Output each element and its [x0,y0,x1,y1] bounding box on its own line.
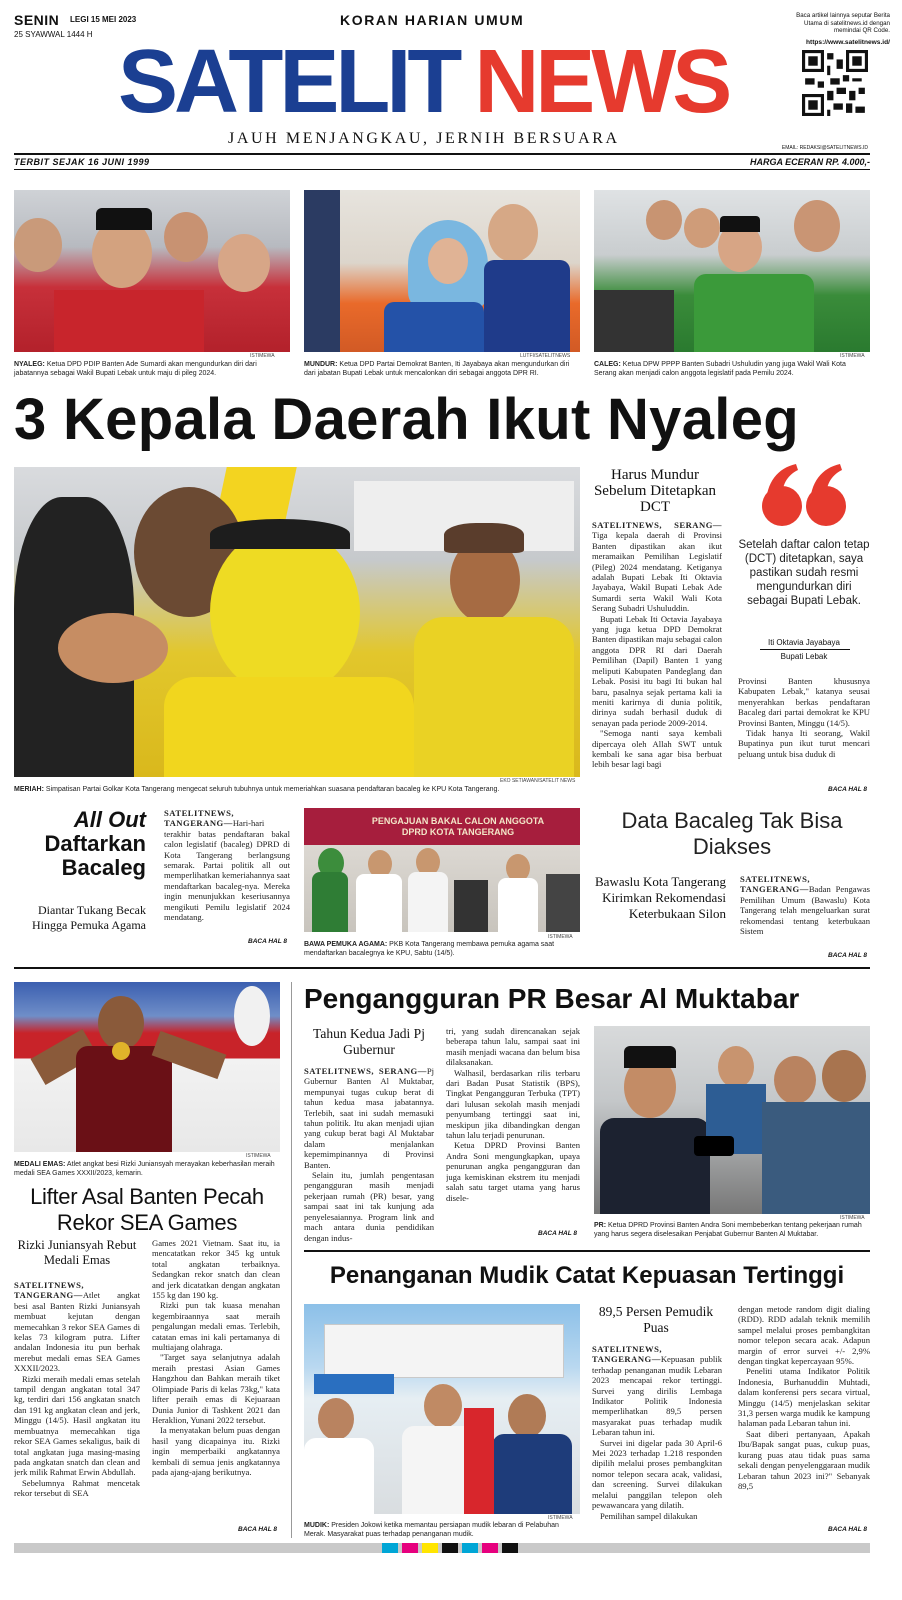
caption-text: Simpatisan Partai Golkar Kota Tangerang mengecat seluruh tubuhnya untuk memeriahkan suasana pendaftaran bacaleg ke KPU Kota Tangerang. [45,786,500,793]
pengangguran-body-col2: tri, yang sudah direncanakan sejak beberapa tahun lalu, sampai saat ini masih menjadi wacana dan belum bisa dilaksanakan. Walhasil, berdasarkan rilis terbaru dari Badan Pusat Statistik (BPS), Tingkat Pengangguran Terbuka (TPT) dari lulusan sekolah masih menjadi penyumbang tertinggi saat ini, meskipun jika dibandingkan dengan tahun lalu terjadi penurunan. Ketua DPRD Provinsi Banten Andra Soni mengungkapkan, upaya penurunan angka pengangguran dan juga kemiskinan ekstrem itu menjadi salah satu target utama yang harus disele- [446,1026,580,1203]
koran-label: KORAN HARIAN UMUM [340,12,525,28]
caption-label: NYALEG: [14,361,45,368]
photo-caption [14,785,580,794]
photo-lifter-medali [14,982,280,1152]
photo-credit: ISTIMEWA [548,934,573,940]
contact-email: EMAIL: REDAKSI@SATELITNEWS.ID [781,145,868,151]
caption-text: Presiden Jokowi ketika memantau persiapan mudik lebaran di Pelabuhan Merak. Masyarakat puas terhadap penanganan mudik. [304,1522,559,1538]
bacaleg-subhead: Bawaslu Kota Tangerang Kirimkan Rekomendasi Keterbukaan Silon [595,874,726,921]
qr-url[interactable]: https://www.satelitnews.id/ [805,39,890,46]
pengangguran-body-col1: SATELITNEWS, SERANG—Pj Gubernur Banten Al Muktabar, mempunyai tugas cukup berat di tahun kedua masa jabatannya. Terlebih, saat ini sudah memasuki tahun politik. Itu akan menjadi ujian yang cukup berat bagi Al Muktabar dalam menjalankan kepemimpinannya di Provinsi Banten. Selain itu, jumlah pengentasan pengangguran masih menjadi pekerjaan rumah (PR) besar, yang sampai saat ini tak kunjung ada penyelesaiannya. Program link and mach antara dunia pendidikan dengan indus- [304,1066,434,1243]
lifter-subhead: Rizki Juniansyah Rebut Medali Emas [17,1238,137,1267]
photo-caption [594,1221,870,1239]
quote-source-title: Bupati Lebak [780,652,828,661]
caption-label: MEDALI EMAS: [14,1161,66,1168]
quote-source-name: Iti Oktavia Jayabaya [767,638,841,647]
main-subhead: Harus Mundur Sebelum Ditetapkan DCT [593,467,717,515]
caption-text: Ketua DPD Partai Demokrat Banten, Iti Jayabaya akan mengundurkan diri dari jabatan Bupati Lebak untuk mencalonkan diri sebagai anggota DPR RI. [304,361,570,377]
caption-label: MUNDUR: [304,361,338,368]
continued-on-page[interactable]: BACA HAL 8 [828,786,868,793]
photo-caption [304,940,580,958]
allout-title-2: Daftarkan [44,831,146,856]
column-divider [291,982,292,1538]
main-headline[interactable]: 3 Kepala Daerah Ikut Nyaleg [14,387,799,452]
print-swatch-cyan [382,1543,398,1553]
logo-news: NEWS [474,32,729,132]
mudik-body-col2: dengan metode random digit dialing (RDD). RDD adalah teknik memilih sampel melalui proses pembangkitan nomor telepon secara acak. Adapun margin of error survei +/- 2,9% dengan tingkat kepercayaan 95%. Peneliti utama Indikator Politik Indonesia, Burhanuddin Muhtadi, dalam konferensi pers secara virtual, Minggu (14/5) menjelaskan sekitar 31,3 persen warga mudik ke kampung halaman pada Lebaran tahun ini. Saat diberi pertanyaan, Apakah Ibu/Bapak sangat puas, cukup puas, kurang puas atau tidak puas sama sekali dengan penyelenggaraan mudik Lebaran tahun 2023 ini?" Sebanyak 89,5 [738,1304,870,1491]
caption-label: MERIAH: [14,786,44,793]
photo-credit: ISTIMEWA [840,353,865,359]
print-swatch-magenta [402,1543,418,1553]
photo-banner-text: PENGAJUAN BAKAL CALON ANGGOTA DPRD KOTA TANGERANG [371,816,545,837]
dateline: SATELITNEWS, TANGERANG— [164,808,235,829]
allout-title-1: All Out [73,807,146,832]
pull-quote: Setelah daftar calon tetap (DCT) ditetapkan, saya pastikan sudah resmi mengundurkan diri sebagai Bupati Lebak. [738,539,870,607]
print-swatch-yellow [422,1543,438,1553]
photo-demokrat-mundur [304,190,580,352]
photo-credit: ISTIMEWA [840,1215,865,1221]
logo-satelit: SATELIT [118,32,459,132]
caption-label: MUDIK: [304,1522,330,1529]
mudik-headline[interactable]: Penanganan Mudik Catat Kepuasan Tertinggi [329,1262,845,1289]
photo-pkb-pendaftaran [304,808,580,932]
pengangguran-headline[interactable]: Pengangguran PR Besar Al Muktabar [304,983,800,1014]
photo-caption [14,1160,280,1178]
mudik-subhead: 89,5 Persen Pemudik Puas [598,1304,714,1335]
photo-pdip-nyaleg [14,190,290,352]
print-swatch-magenta-2 [482,1543,498,1553]
continued-on-page[interactable]: BACA HAL 8 [238,1526,278,1533]
photo-caption [304,1521,580,1539]
allout-body: SATELITNEWS, TANGERANG—Hari-hari terakhir batas pendaftaran bakal calon legislatif (bacaleg) DPRD di Kota Tangerang berlangsung semarak. Partai politik all out memperlihatkan kemeriahannya saat mendaftarkan bacaleg-nya. Mereka ingin menunjukkan keseriusannya mengikuti Pemilu legislatif 2024 mendatang. [164,808,290,923]
main-story-continued: Provinsi Banten khususnya Kabupaten Lebak," katanya seusai menyerahkan berkas pendaftaran Bacaleg dari partai demokrat ke KPU Provinsi Banten, Minggu (14/5). Tidak hanya Iti seorang, Wakil Bupatinya pun ikut turut mencari peluang untuk bisa duduk di [738,676,870,759]
caption-label: CALEG: [594,361,621,368]
bacaleg-body: SATELITNEWS, TANGERANG—Badan Pengawas Pemilihan Umum (Bawaslu) Kota Tangerang telah mengeluarkan surat rekomendasi tentang keterbukaan Sistem [740,874,870,937]
print-swatch-black [442,1543,458,1553]
caption-text: Atlet angkat besi Rizki Juniansyah merayakan keberhasilan meraih medali SEA Games XXXII/2023, kemarin. [14,1161,275,1177]
caption-text: Ketua DPD PDIP Banten Ade Sumardi akan mengundurkan diri dari jabatannya sebagai Wakil Bupati Lebak untuk maju di pileg 2024. [14,361,257,377]
print-swatch-cyan-2 [462,1543,478,1553]
photo-caption [594,360,870,378]
dateline: SATELITNEWS, SERANG— [304,1066,427,1076]
photo-golkar-meriah [14,467,580,777]
lifter-body-col1: SATELITNEWS, TANGERANG—Atlet angkat besi asal Banten Rizki Juniansyah membuat kejutan dengan memecahkan 3 rekor SEA Games di kelas 73 kilogram putra. Lifter andalan Indonesia itu pun berhak merebut medali emas SEA Games XXXII/2023. Rizki meraih medali emas setelah tampil dengan angkatan total 347 kg, terdiri dari 156 angkatan snatch dan 191 kg angkatan clean and jerk, Minggu (14/5). Hasil angkatan itu membuatnya memecahkan tiga rekor SEA Games sekaligus, baik di total angkatan juga masing-masing pada angkatan snatch dan clean and jerk milik Rahmat Erwin Abdullah. Sebelumnya Rahmat mencetak rekor tersebut di SEA [14,1280,140,1499]
caption-text: Ketua DPRD Provinsi Banten Andra Soni membeberkan tentang pekerjaan rumah yang harus segera diselesaikan Penjabat Gubernur Banten Al Muktabar. [594,1222,862,1238]
tagline: JAUH MENJANGKAU, JERNIH BERSUARA [228,130,620,147]
caption-label: PR: [594,1222,607,1229]
mudik-body-col1: SATELITNEWS, TANGERANG—Kepuasan publik terhadap penanganan mudik Lebaran 2023 mencapai rekor tertinggi. Survei yang dirilis Lembaga Indikator Politik Indonesia memperlihatkan 89,5 persen masyarakat puas terhadap mudik Lebaran tahun ini. Survei ini digelar pada 30 April-6 Mei 2023 terhadap 1.218 responden dipilih melalui proses pembangkitan nomor telepon secara acak, validasi, dan screening. Survei dilakukan melalui panggilan telepon oleh pewawancara yang dilatih. Pemilihan sampel dilakukan [592,1344,722,1521]
quote-divider [760,649,850,650]
photo-credit: ISTIMEWA [548,1515,573,1521]
edition-day: SENIN [14,12,60,28]
continued-on-page[interactable]: BACA HAL 8 [828,1526,868,1533]
edition-date: LEGI 15 MEI 2023 [70,15,137,24]
photo-caption [304,360,580,378]
qr-caption: Baca artikel lainnya seputar Berita Utama di satelitnews.id dengan memindai QR Code. [796,12,890,35]
price-label: HARGA ECERAN RP. 4.000,- [749,157,870,167]
photo-jokowi-merak [304,1304,580,1514]
allout-subhead: Diantar Tukang Becak Hingga Pemuka Agama [32,903,146,932]
photo-credit: ISTIMEWA [246,1153,271,1159]
caption-text: PKB Kota Tangerang membawa pemuka agama saat mendaftarkan bacalegnya ke KPU, Sabtu (14/5). [304,941,555,957]
caption-text: Ketua DPW PPPP Banten Subadri Ushuludin yang juga Wakil Wali Kota Serang akan menjadi calon anggota legislatif pada Pemilu 2024. [594,361,846,377]
continued-on-page[interactable]: BACA HAL 8 [538,1230,578,1237]
dateline: SATELITNEWS, TANGERANG— [14,1280,85,1301]
continued-on-page[interactable]: BACA HAL 8 [248,938,288,945]
photo-credit: LUTFI/SATELITNEWS [520,353,571,359]
bacaleg-headline[interactable]: Data Bacaleg Tak Bisa Diakses [621,808,843,859]
photo-andra-soni [594,1026,870,1214]
allout-title-3: Bacaleg [61,855,146,880]
main-story-body: SATELITNEWS, SERANG—Tiga kepala daerah di Provinsi Banten dipastikan akan ikut meramaikan Pemilihan Legislatif (Pileg) 2024 mendatang. Ketiganya adalah Bupati Lebak Iti Oktavia Jayabaya, Wakil Bupati Lebak Ade Sumardi serta Wakil Wali Kota Serang Subadri Ushuluddin. Bupati Lebak Iti Octavia Jayabaya yang juga ketua DPD Demokrat Banten dipastikan maju sebagai calon anggota DPR RI dari Daerah Pemilihan (Dapil) Banten 1 yang meliputi Kabupaten Pandeglang dan Lebak. Posisi itu bagi Iti bukan hal baru, pasalnya sejak pertama kali ia meniti karirnya di dunia politik, dirinya sudah berhasil duduk di senayan pada periode 2009-2014. "Semoga nanti saya kembali dipercaya oleh Allah SWT untuk kembali ke sana agar bisa berbuat lebih besar lagi bagi [592,520,722,770]
allout-headline[interactable] [14,808,146,880]
photo-credit: ISTIMEWA [250,353,275,359]
photo-ppp-caleg [594,190,870,352]
section-divider [14,967,870,969]
section-divider [304,1250,870,1252]
print-swatch-black-2 [502,1543,518,1553]
photo-credit: EKO SETIAWAN/SATELIT NEWS [500,778,576,784]
caption-label: BAWA PEMUKA AGAMA: [304,941,388,948]
hijri-date: 25 SYAWWAL 1444 H [14,30,93,39]
pengangguran-subhead: Tahun Kedua Jadi Pj Gubernur [313,1026,425,1057]
lifter-body-col2: Games 2021 Vietnam. Saat itu, ia mencatatkan rekor 345 kg untuk total angkatan terbaiknya. Sedangkan rekor snatch dan clean and jerk dicatatkan dengan angkatan 155 kg dan 190 kg. Rizki pun tak kuasa menahan kegembiraannya saat meraih pengalungan medali emas. Terlebih, catatan emas ini kali pertamanya di multiajang olahraga. "Target saya selanjutnya adalah meraih prestasi Asian Games Hangzhou dan Bahkan meraih tiket Olimpiade Paris di kelas 73kg," kata lifter peraih emas di Kejuaraan Dunia Junior di Tashkent 2021 dan Heraklion, Yunani 2022 tersebut. Ia menyatakan belum puas dengan hasil yang dicapainya itu. Rizki ingin memperbaiki angkatannya kembali di semua jenis angkatannya pada ajang-ajang berikutnya. [152,1238,280,1477]
dateline: SATELITNEWS, SERANG— [592,520,722,530]
newspaper-logo [118,32,729,132]
dateline: SATELITNEWS, TANGERANG— [592,1344,663,1365]
quote-mark-icon [760,462,850,528]
qr-code-icon[interactable] [802,50,868,116]
continued-on-page[interactable]: BACA HAL 8 [828,952,868,959]
since-label: TERBIT SEJAK 16 JUNI 1999 [14,157,150,167]
dateline: SATELITNEWS, TANGERANG— [740,874,811,895]
masthead-divider [14,153,870,155]
lifter-headline[interactable]: Lifter Asal Banten Pecah Rekor SEA Games [30,1184,264,1235]
masthead-divider-bottom [14,169,870,170]
photo-caption [14,360,290,378]
